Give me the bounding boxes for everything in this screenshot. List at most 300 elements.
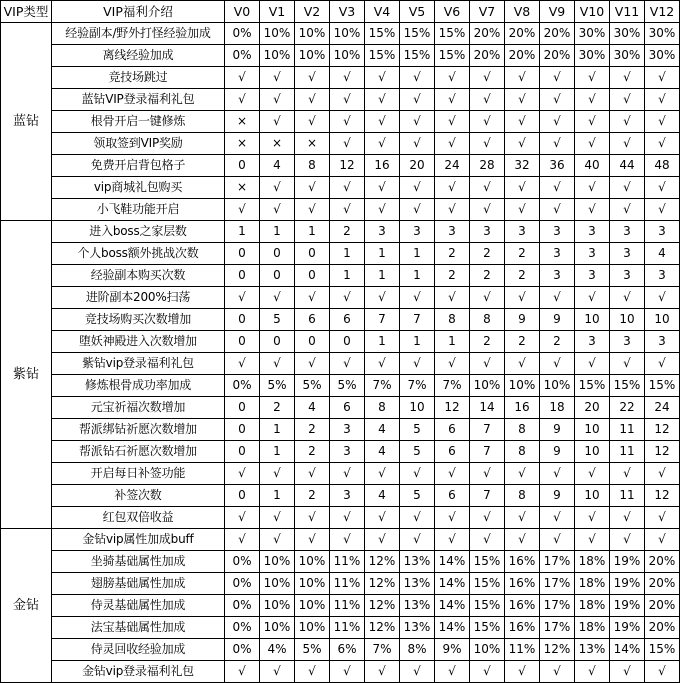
benefit-value-v2: 10% bbox=[295, 617, 330, 639]
benefit-value-v0: 0% bbox=[225, 595, 260, 617]
benefit-label: 根骨开启一键修炼 bbox=[52, 111, 225, 133]
benefit-value-v11: 19% bbox=[610, 617, 645, 639]
benefit-value-v8: √ bbox=[505, 199, 540, 221]
table-row bbox=[1, 639, 680, 661]
benefit-value-v4: √ bbox=[365, 529, 400, 551]
header-vip-benefit: VIP福利介绍 bbox=[52, 1, 225, 23]
benefit-value-v1: √ bbox=[260, 353, 295, 375]
benefit-value-v4: 7 bbox=[365, 309, 400, 331]
benefit-value-v2: 10% bbox=[295, 551, 330, 573]
benefit-value-v8: 2 bbox=[505, 243, 540, 265]
benefit-value-v1: 2 bbox=[260, 397, 295, 419]
benefit-value-v2: 5% bbox=[295, 639, 330, 661]
benefit-value-v8: 16% bbox=[505, 617, 540, 639]
benefit-value-v6: 3 bbox=[435, 221, 470, 243]
benefit-value-v5: √ bbox=[400, 199, 435, 221]
benefit-value-v11: 19% bbox=[610, 573, 645, 595]
benefit-value-v2: 2 bbox=[295, 441, 330, 463]
vip-type-purple-diamond: 紫钻 bbox=[1, 221, 52, 529]
benefit-value-v3: √ bbox=[330, 133, 365, 155]
benefit-value-v12: 4 bbox=[645, 243, 680, 265]
benefit-value-v11: 22 bbox=[610, 397, 645, 419]
table-row bbox=[1, 551, 680, 573]
benefit-value-v7: √ bbox=[470, 89, 505, 111]
benefit-value-v4: √ bbox=[365, 199, 400, 221]
benefit-value-v5: 5 bbox=[400, 419, 435, 441]
benefit-value-v3: √ bbox=[330, 463, 365, 485]
benefit-value-v4: 8 bbox=[365, 397, 400, 419]
benefit-value-v8: 8 bbox=[505, 485, 540, 507]
benefit-value-v2: √ bbox=[295, 507, 330, 529]
benefit-value-v7: √ bbox=[470, 67, 505, 89]
benefit-value-v6: 6 bbox=[435, 419, 470, 441]
benefit-value-v12: 3 bbox=[645, 265, 680, 287]
benefit-value-v11: 11 bbox=[610, 419, 645, 441]
benefit-value-v1: √ bbox=[260, 199, 295, 221]
benefit-label: 修炼根骨成功率加成 bbox=[52, 375, 225, 397]
benefit-value-v5: 8% bbox=[400, 639, 435, 661]
benefit-value-v6: 2 bbox=[435, 265, 470, 287]
benefit-value-v3: 11% bbox=[330, 617, 365, 639]
benefit-value-v12: √ bbox=[645, 89, 680, 111]
benefit-value-v7: √ bbox=[470, 463, 505, 485]
benefit-value-v5: √ bbox=[400, 133, 435, 155]
header-level-v4: V4 bbox=[365, 1, 400, 23]
benefit-label: 开启每日补签功能 bbox=[52, 463, 225, 485]
benefit-value-v6: 14% bbox=[435, 573, 470, 595]
benefit-value-v2: 10% bbox=[295, 595, 330, 617]
table-row bbox=[1, 661, 680, 683]
table-row bbox=[1, 111, 680, 133]
benefit-value-v11: 30% bbox=[610, 23, 645, 45]
benefit-value-v0: √ bbox=[225, 661, 260, 683]
benefit-value-v0: × bbox=[225, 133, 260, 155]
benefit-value-v7: √ bbox=[470, 133, 505, 155]
benefit-value-v11: 44 bbox=[610, 155, 645, 177]
benefit-value-v5: √ bbox=[400, 67, 435, 89]
benefit-value-v11: 15% bbox=[610, 375, 645, 397]
benefit-value-v11: √ bbox=[610, 67, 645, 89]
benefit-value-v9: 2 bbox=[540, 331, 575, 353]
benefit-value-v7: 10% bbox=[470, 375, 505, 397]
benefit-value-v1: 1 bbox=[260, 441, 295, 463]
benefit-value-v3: 6 bbox=[330, 309, 365, 331]
benefit-value-v0: 0% bbox=[225, 45, 260, 67]
benefit-value-v10: 13% bbox=[575, 639, 610, 661]
header-level-v10: V10 bbox=[575, 1, 610, 23]
benefit-value-v0: 0% bbox=[225, 639, 260, 661]
benefit-value-v1: 0 bbox=[260, 331, 295, 353]
benefit-value-v4: 4 bbox=[365, 419, 400, 441]
benefit-value-v9: 9 bbox=[540, 441, 575, 463]
table-row bbox=[1, 441, 680, 463]
benefit-value-v7: √ bbox=[470, 111, 505, 133]
benefit-value-v2: 2 bbox=[295, 485, 330, 507]
header-level-v3: V3 bbox=[330, 1, 365, 23]
benefit-value-v0: × bbox=[225, 111, 260, 133]
benefit-value-v12: 12 bbox=[645, 441, 680, 463]
benefit-value-v0: 0% bbox=[225, 617, 260, 639]
benefit-value-v12: √ bbox=[645, 463, 680, 485]
benefit-value-v8: 8 bbox=[505, 441, 540, 463]
table-row bbox=[1, 89, 680, 111]
benefit-value-v5: √ bbox=[400, 507, 435, 529]
benefit-value-v10: 18% bbox=[575, 595, 610, 617]
benefit-value-v6: √ bbox=[435, 67, 470, 89]
benefit-value-v1: 1 bbox=[260, 485, 295, 507]
benefit-value-v6: √ bbox=[435, 507, 470, 529]
benefit-value-v6: √ bbox=[435, 529, 470, 551]
header-level-v7: V7 bbox=[470, 1, 505, 23]
benefit-value-v7: √ bbox=[470, 507, 505, 529]
benefit-value-v10: 3 bbox=[575, 265, 610, 287]
benefit-value-v7: 3 bbox=[470, 221, 505, 243]
benefit-value-v1: √ bbox=[260, 529, 295, 551]
benefit-value-v9: √ bbox=[540, 463, 575, 485]
benefit-value-v10: 3 bbox=[575, 243, 610, 265]
benefit-value-v10: √ bbox=[575, 463, 610, 485]
benefit-value-v7: 28 bbox=[470, 155, 505, 177]
benefit-value-v9: 20% bbox=[540, 23, 575, 45]
benefit-value-v4: 1 bbox=[365, 243, 400, 265]
benefit-value-v5: 5 bbox=[400, 441, 435, 463]
benefit-value-v1: 5 bbox=[260, 309, 295, 331]
benefit-value-v3: 1 bbox=[330, 265, 365, 287]
benefit-value-v12: √ bbox=[645, 177, 680, 199]
benefit-value-v7: 14 bbox=[470, 397, 505, 419]
benefit-value-v6: 14% bbox=[435, 595, 470, 617]
benefit-value-v4: 1 bbox=[365, 265, 400, 287]
benefit-value-v10: 10 bbox=[575, 441, 610, 463]
benefit-value-v3: √ bbox=[330, 353, 365, 375]
benefit-value-v12: √ bbox=[645, 507, 680, 529]
benefit-value-v3: √ bbox=[330, 507, 365, 529]
benefit-value-v8: 16 bbox=[505, 397, 540, 419]
benefit-value-v9: 20% bbox=[540, 45, 575, 67]
benefit-value-v2: √ bbox=[295, 177, 330, 199]
benefit-label: vip商城礼包购买 bbox=[52, 177, 225, 199]
benefit-value-v1: 1 bbox=[260, 221, 295, 243]
benefit-value-v8: √ bbox=[505, 661, 540, 683]
benefit-value-v11: 10 bbox=[610, 309, 645, 331]
header-level-v0: V0 bbox=[225, 1, 260, 23]
header-level-v6: V6 bbox=[435, 1, 470, 23]
table-row bbox=[1, 353, 680, 375]
benefit-value-v10: √ bbox=[575, 67, 610, 89]
header-level-v5: V5 bbox=[400, 1, 435, 23]
table-row bbox=[1, 595, 680, 617]
benefit-value-v8: 8 bbox=[505, 419, 540, 441]
benefit-value-v2: 0 bbox=[295, 243, 330, 265]
benefit-value-v8: 32 bbox=[505, 155, 540, 177]
benefit-value-v1: 4% bbox=[260, 639, 295, 661]
benefit-label: 领取签到VIP奖励 bbox=[52, 133, 225, 155]
benefit-value-v7: 15% bbox=[470, 573, 505, 595]
benefit-value-v4: √ bbox=[365, 463, 400, 485]
benefit-value-v12: 3 bbox=[645, 331, 680, 353]
benefit-value-v4: √ bbox=[365, 177, 400, 199]
benefit-value-v5: √ bbox=[400, 661, 435, 683]
benefit-value-v11: 19% bbox=[610, 595, 645, 617]
benefit-value-v8: √ bbox=[505, 89, 540, 111]
benefit-value-v8: √ bbox=[505, 67, 540, 89]
benefit-value-v7: 20% bbox=[470, 45, 505, 67]
benefit-value-v12: 24 bbox=[645, 397, 680, 419]
benefit-value-v3: √ bbox=[330, 177, 365, 199]
benefit-value-v10: 3 bbox=[575, 221, 610, 243]
benefit-value-v2: √ bbox=[295, 67, 330, 89]
benefit-label: 翅膀基础属性加成 bbox=[52, 573, 225, 595]
benefit-value-v2: 2 bbox=[295, 419, 330, 441]
table-row bbox=[1, 375, 680, 397]
benefit-value-v5: 13% bbox=[400, 551, 435, 573]
benefit-label: 红包双倍收益 bbox=[52, 507, 225, 529]
benefit-value-v0: 0 bbox=[225, 265, 260, 287]
benefit-value-v2: √ bbox=[295, 89, 330, 111]
benefit-value-v11: 3 bbox=[610, 243, 645, 265]
benefit-value-v2: 5% bbox=[295, 375, 330, 397]
benefit-value-v10: 18% bbox=[575, 573, 610, 595]
benefit-value-v5: 3 bbox=[400, 221, 435, 243]
benefit-value-v3: √ bbox=[330, 67, 365, 89]
benefit-value-v8: √ bbox=[505, 507, 540, 529]
benefit-value-v6: 2 bbox=[435, 243, 470, 265]
benefit-value-v4: 12% bbox=[365, 595, 400, 617]
benefit-value-v0: √ bbox=[225, 507, 260, 529]
benefit-value-v12: 10 bbox=[645, 309, 680, 331]
benefit-value-v7: 7 bbox=[470, 485, 505, 507]
benefit-value-v4: 1 bbox=[365, 331, 400, 353]
benefit-value-v0: 1 bbox=[225, 221, 260, 243]
benefit-value-v8: 11% bbox=[505, 639, 540, 661]
benefit-label: 侍灵基础属性加成 bbox=[52, 595, 225, 617]
benefit-value-v9: 17% bbox=[540, 551, 575, 573]
benefit-value-v4: √ bbox=[365, 507, 400, 529]
benefit-value-v12: 20% bbox=[645, 573, 680, 595]
benefit-value-v6: √ bbox=[435, 463, 470, 485]
benefit-value-v3: 6% bbox=[330, 639, 365, 661]
benefit-value-v6: √ bbox=[435, 89, 470, 111]
benefit-value-v7: 2 bbox=[470, 243, 505, 265]
benefit-value-v0: 0 bbox=[225, 397, 260, 419]
benefit-value-v7: 2 bbox=[470, 265, 505, 287]
header-level-v1: V1 bbox=[260, 1, 295, 23]
benefit-value-v4: √ bbox=[365, 89, 400, 111]
benefit-label: 帮派钻石祈愿次数增加 bbox=[52, 441, 225, 463]
benefit-value-v11: √ bbox=[610, 353, 645, 375]
benefit-value-v12: √ bbox=[645, 529, 680, 551]
benefit-value-v1: 10% bbox=[260, 617, 295, 639]
benefit-value-v3: 3 bbox=[330, 441, 365, 463]
table-row bbox=[1, 419, 680, 441]
benefit-value-v1: 10% bbox=[260, 551, 295, 573]
benefit-value-v3: √ bbox=[330, 529, 365, 551]
benefit-value-v7: √ bbox=[470, 177, 505, 199]
benefit-label: 免费开启背包格子 bbox=[52, 155, 225, 177]
benefit-value-v5: 13% bbox=[400, 573, 435, 595]
benefit-value-v3: √ bbox=[330, 111, 365, 133]
benefit-value-v4: √ bbox=[365, 111, 400, 133]
benefit-value-v0: √ bbox=[225, 199, 260, 221]
benefit-value-v7: √ bbox=[470, 661, 505, 683]
table-row bbox=[1, 221, 680, 243]
benefit-value-v6: √ bbox=[435, 353, 470, 375]
benefit-value-v7: √ bbox=[470, 199, 505, 221]
benefit-value-v0: 0 bbox=[225, 419, 260, 441]
benefit-value-v8: 16% bbox=[505, 551, 540, 573]
benefit-value-v2: √ bbox=[295, 287, 330, 309]
benefit-value-v0: √ bbox=[225, 529, 260, 551]
benefit-value-v7: 8 bbox=[470, 309, 505, 331]
benefit-value-v4: 4 bbox=[365, 441, 400, 463]
benefit-value-v10: 10 bbox=[575, 309, 610, 331]
benefit-value-v7: √ bbox=[470, 353, 505, 375]
benefit-value-v2: 4 bbox=[295, 397, 330, 419]
benefit-value-v1: √ bbox=[260, 111, 295, 133]
benefit-value-v4: 16 bbox=[365, 155, 400, 177]
header-level-v12: V12 bbox=[645, 1, 680, 23]
benefit-value-v3: 12 bbox=[330, 155, 365, 177]
benefit-value-v2: √ bbox=[295, 111, 330, 133]
benefit-value-v4: √ bbox=[365, 67, 400, 89]
benefit-value-v12: 30% bbox=[645, 23, 680, 45]
benefit-value-v3: 3 bbox=[330, 485, 365, 507]
benefit-value-v8: √ bbox=[505, 111, 540, 133]
benefit-value-v0: 0 bbox=[225, 441, 260, 463]
benefit-value-v9: √ bbox=[540, 133, 575, 155]
table-row bbox=[1, 45, 680, 67]
benefit-value-v5: 5 bbox=[400, 485, 435, 507]
benefit-value-v5: 15% bbox=[400, 23, 435, 45]
benefit-value-v8: 2 bbox=[505, 331, 540, 353]
benefit-value-v0: 0 bbox=[225, 331, 260, 353]
benefit-value-v0: 0% bbox=[225, 375, 260, 397]
benefit-value-v12: √ bbox=[645, 67, 680, 89]
benefit-value-v10: √ bbox=[575, 353, 610, 375]
benefit-value-v9: 9 bbox=[540, 309, 575, 331]
benefit-value-v11: 3 bbox=[610, 265, 645, 287]
benefit-value-v9: √ bbox=[540, 529, 575, 551]
benefit-value-v3: 11% bbox=[330, 595, 365, 617]
benefit-value-v10: √ bbox=[575, 661, 610, 683]
benefit-value-v10: 15% bbox=[575, 375, 610, 397]
benefit-label: 堕妖神殿进入次数增加 bbox=[52, 331, 225, 353]
benefit-value-v2: √ bbox=[295, 199, 330, 221]
benefit-value-v9: √ bbox=[540, 177, 575, 199]
table-row bbox=[1, 287, 680, 309]
benefit-value-v10: 18% bbox=[575, 617, 610, 639]
benefit-value-v12: √ bbox=[645, 661, 680, 683]
vip-type-blue-diamond: 蓝钻 bbox=[1, 23, 52, 221]
benefit-value-v8: √ bbox=[505, 177, 540, 199]
benefit-value-v5: 13% bbox=[400, 595, 435, 617]
benefit-value-v2: 8 bbox=[295, 155, 330, 177]
benefit-value-v8: 20% bbox=[505, 23, 540, 45]
benefit-value-v7: 15% bbox=[470, 595, 505, 617]
benefit-label: 金钻vip属性加成buff bbox=[52, 529, 225, 551]
benefit-value-v11: 19% bbox=[610, 551, 645, 573]
table-row bbox=[1, 485, 680, 507]
benefit-value-v7: √ bbox=[470, 529, 505, 551]
benefit-value-v9: 12% bbox=[540, 639, 575, 661]
benefit-value-v0: 0 bbox=[225, 243, 260, 265]
benefit-value-v1: 10% bbox=[260, 45, 295, 67]
benefit-value-v5: 15% bbox=[400, 45, 435, 67]
benefit-value-v9: √ bbox=[540, 353, 575, 375]
benefit-value-v6: 6 bbox=[435, 441, 470, 463]
benefit-value-v10: √ bbox=[575, 111, 610, 133]
benefit-value-v5: 1 bbox=[400, 243, 435, 265]
benefit-value-v6: 14% bbox=[435, 551, 470, 573]
benefit-value-v3: 10% bbox=[330, 45, 365, 67]
header-level-v2: V2 bbox=[295, 1, 330, 23]
benefit-value-v0: 0% bbox=[225, 551, 260, 573]
header-level-v9: V9 bbox=[540, 1, 575, 23]
benefit-value-v10: 10 bbox=[575, 485, 610, 507]
benefit-value-v1: √ bbox=[260, 287, 295, 309]
benefit-value-v8: 3 bbox=[505, 221, 540, 243]
benefit-value-v11: √ bbox=[610, 463, 645, 485]
benefit-value-v10: √ bbox=[575, 529, 610, 551]
benefit-value-v12: √ bbox=[645, 133, 680, 155]
table-row bbox=[1, 463, 680, 485]
benefit-value-v11: 3 bbox=[610, 331, 645, 353]
benefit-value-v5: 7 bbox=[400, 309, 435, 331]
benefit-value-v9: 9 bbox=[540, 485, 575, 507]
benefit-value-v8: 20% bbox=[505, 45, 540, 67]
table-row bbox=[1, 177, 680, 199]
benefit-value-v2: √ bbox=[295, 353, 330, 375]
benefit-value-v12: 3 bbox=[645, 221, 680, 243]
benefit-value-v8: 16% bbox=[505, 595, 540, 617]
benefit-value-v11: 3 bbox=[610, 221, 645, 243]
table-row bbox=[1, 243, 680, 265]
benefit-value-v10: √ bbox=[575, 177, 610, 199]
benefit-value-v9: 17% bbox=[540, 617, 575, 639]
benefit-value-v5: 7% bbox=[400, 375, 435, 397]
benefit-value-v9: 17% bbox=[540, 573, 575, 595]
benefit-value-v3: 2 bbox=[330, 221, 365, 243]
benefit-label: 离线经验加成 bbox=[52, 45, 225, 67]
benefit-value-v2: 1 bbox=[295, 221, 330, 243]
benefit-value-v12: 12 bbox=[645, 419, 680, 441]
benefit-value-v11: √ bbox=[610, 529, 645, 551]
benefit-label: 坐骑基础属性加成 bbox=[52, 551, 225, 573]
benefit-value-v2: 6 bbox=[295, 309, 330, 331]
header-level-v8: V8 bbox=[505, 1, 540, 23]
benefit-value-v11: √ bbox=[610, 111, 645, 133]
benefit-value-v6: 9% bbox=[435, 639, 470, 661]
table-row bbox=[1, 507, 680, 529]
benefit-value-v8: 2 bbox=[505, 265, 540, 287]
benefit-label: 经验副本购买次数 bbox=[52, 265, 225, 287]
benefit-value-v11: √ bbox=[610, 177, 645, 199]
benefit-value-v6: 14% bbox=[435, 617, 470, 639]
benefit-value-v10: 10 bbox=[575, 419, 610, 441]
benefit-value-v12: √ bbox=[645, 199, 680, 221]
benefit-value-v11: 11 bbox=[610, 441, 645, 463]
benefit-value-v2: 10% bbox=[295, 23, 330, 45]
benefit-value-v8: √ bbox=[505, 133, 540, 155]
benefit-value-v12: √ bbox=[645, 111, 680, 133]
benefit-value-v12: 30% bbox=[645, 45, 680, 67]
benefit-value-v6: 15% bbox=[435, 45, 470, 67]
benefit-label: 蓝钻VIP登录福利礼包 bbox=[52, 89, 225, 111]
benefit-value-v9: √ bbox=[540, 661, 575, 683]
benefit-value-v3: 10% bbox=[330, 23, 365, 45]
benefit-value-v1: × bbox=[260, 133, 295, 155]
benefit-value-v9: 10% bbox=[540, 375, 575, 397]
